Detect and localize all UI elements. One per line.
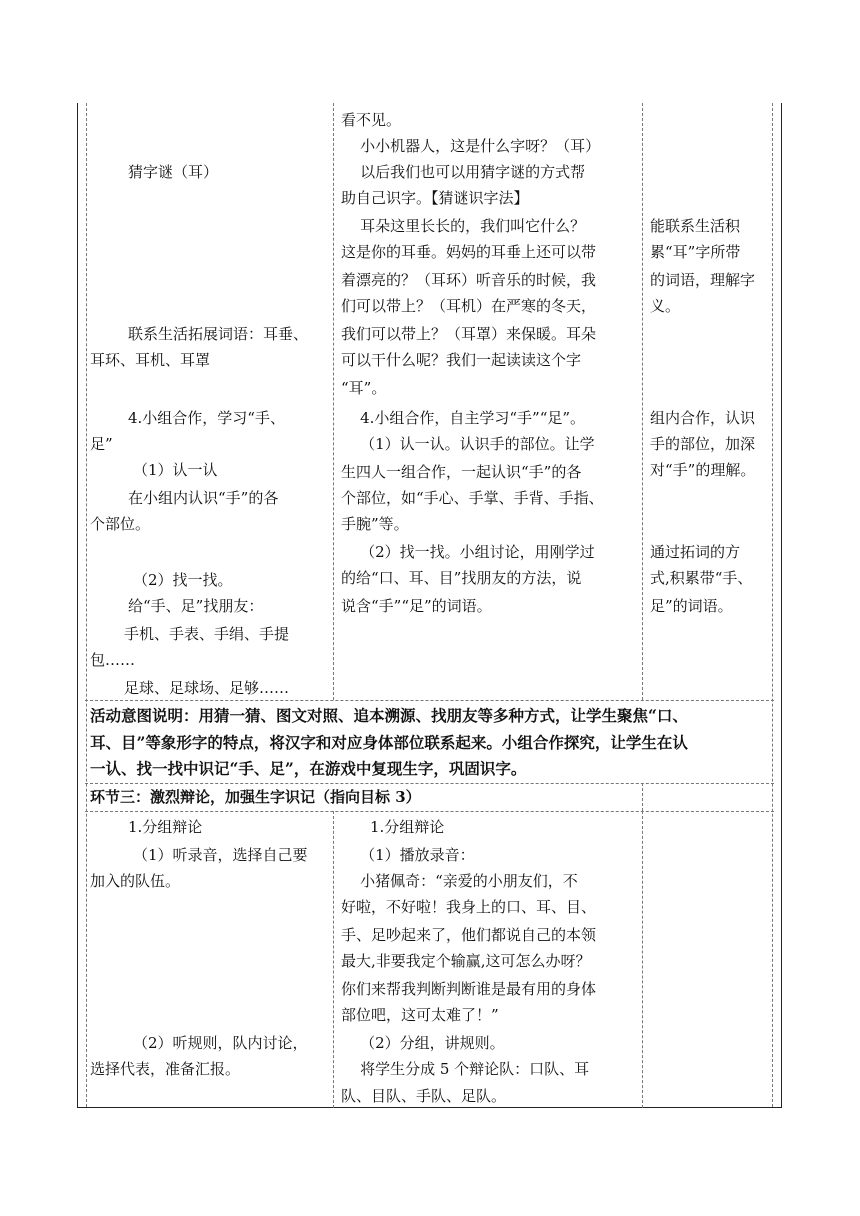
s3-mid-line: （2）分组，讲规则。 bbox=[341, 1034, 505, 1052]
left-group-1: 4.小组合作，学习“手、 bbox=[128, 409, 285, 427]
left-recognize-desc-2: 个部位。 bbox=[90, 515, 151, 533]
s3-mid-line: 将学生分成 5 个辩论队：口队、耳 bbox=[341, 1060, 590, 1078]
mid-line: 可以干什么呢？我们一起读读这个字 bbox=[341, 351, 582, 369]
s3-left-title: 1.分组辩论 bbox=[128, 818, 203, 836]
s3-mid-line: 1.分组辩论 bbox=[370, 818, 445, 836]
right-note-2-line: 对“手”的理解。 bbox=[650, 461, 756, 479]
mid-line: 4.小组合作，自主学习“手”“足”。 bbox=[341, 409, 586, 427]
right-note-2-line: 组内合作，认识 bbox=[650, 409, 756, 427]
right-note-1-line: 义。 bbox=[650, 297, 681, 315]
col-divider-5 bbox=[642, 811, 643, 1108]
right-note-1-line: 累“耳”字所带 bbox=[650, 243, 741, 261]
s3-left-rules-1: （2）听规则，队内讨论， bbox=[133, 1034, 308, 1052]
section-3-heading: 环节三：激烈辩论，加强生字识记（指向目标 3） bbox=[90, 788, 421, 806]
left-recognize-desc-1: 在小组内认识“手”的各 bbox=[128, 489, 279, 507]
s3-left-listen-1: （1）听录音，选择自己要 bbox=[133, 846, 308, 864]
mid-line: 们可以带上？（耳机）在严寒的冬天， bbox=[341, 297, 597, 315]
s3-mid-line: 手、足吵起来了，他们都说自己的本领 bbox=[341, 926, 597, 944]
mid-line: 我们可以带上？（耳罩）来保暖。耳朵 bbox=[341, 325, 597, 343]
right-note-3-line: 式,积累带“手、 bbox=[650, 569, 753, 587]
mid-line: （1）认一认。认识手的部位。让学 bbox=[341, 435, 595, 453]
mid-line: 生四人一组合作，一起认识“手”的各 bbox=[341, 463, 582, 481]
s3-mid-line: 小猪佩奇：“亲爱的小朋友们，不 bbox=[341, 872, 578, 890]
mid-line: 手腕”等。 bbox=[341, 515, 409, 533]
right-note-1-line: 能联系生活积 bbox=[650, 217, 741, 235]
left-foot-words: 足球、足球场、足够…… bbox=[124, 679, 290, 697]
s3-mid-line: （1）播放录音： bbox=[341, 846, 475, 864]
mid-line: 说含“手”“足”的词语。 bbox=[341, 597, 492, 615]
row-divider-3 bbox=[85, 811, 774, 812]
col-divider-3 bbox=[642, 783, 643, 811]
left-expand-words-1: 联系生活拓展词语：耳垂、 bbox=[128, 325, 309, 343]
mid-line: 助自己识字。【猜谜识字法】 bbox=[341, 189, 529, 207]
left-group-2: 足” bbox=[90, 435, 113, 453]
right-note-3-line: 通过拓词的方 bbox=[650, 543, 741, 561]
s3-mid-line: 队、目队、手队、足队。 bbox=[341, 1087, 507, 1105]
s3-mid-line: 好啦，不好啦！我身上的口、耳、目、 bbox=[341, 898, 597, 916]
mid-line: 个部位，如“手心、手掌、手背、手指、 bbox=[341, 489, 604, 507]
left-riddle: 猜字谜（耳） bbox=[128, 163, 219, 181]
col-divider-4 bbox=[333, 811, 334, 1108]
intent-line-3: 一认、找一找中识记“手、足”，在游戏中复现生字，巩固识字。 bbox=[90, 759, 527, 778]
right-note-1-line: 的词语，理解字 bbox=[650, 271, 756, 289]
s3-mid-line: 你们来帮我判断判断谁是最有用的身体 bbox=[341, 980, 597, 998]
mid-line: 耳朵这里长长的，我们叫它什么？ bbox=[341, 217, 586, 235]
right-note-2-line: 手的部位，加深 bbox=[650, 435, 756, 453]
mid-line: 这是你的耳垂。妈妈的耳垂上还可以带 bbox=[341, 243, 597, 261]
s3-left-rules-2: 选择代表，准备汇报。 bbox=[90, 1060, 241, 1078]
left-find: （2）找一找。 bbox=[133, 571, 233, 589]
right-note-3-line: 足”的词语。 bbox=[650, 597, 733, 615]
mid-line: 着漂亮的？（耳环）听音乐的时候，我 bbox=[341, 271, 597, 289]
mid-line: 的给“口、耳、目”找朋友的方法，说 bbox=[341, 569, 582, 587]
left-hand-words-1: 手机、手表、手绢、手提 bbox=[124, 625, 290, 643]
col-divider-1 bbox=[333, 103, 334, 700]
mid-line: 看不见。 bbox=[341, 111, 402, 129]
intent-line-1: 活动意图说明：用猜一猜、图文对照、追本溯源、找朋友等多种方式，让学生聚焦“口、 bbox=[90, 706, 688, 725]
s3-left-listen-2: 加入的队伍。 bbox=[90, 872, 181, 890]
intent-line-2: 耳、目”等象形字的特点，将汉字和对应身体部位联系起来。小组合作探究，让学生在认 bbox=[90, 733, 688, 752]
left-expand-words-2: 耳环、耳机、耳罩 bbox=[90, 351, 211, 369]
left-hand-words-2: 包…… bbox=[90, 651, 136, 669]
left-recognize: （1）认一认 bbox=[133, 461, 218, 479]
mid-line: 小小机器人，这是什么字呀？（耳） bbox=[341, 137, 601, 155]
mid-line: （2）找一找。小组讨论，用刚学过 bbox=[341, 543, 595, 561]
s3-mid-line: 最大,非要我定个输赢,这可怎么办呀？ bbox=[341, 952, 591, 970]
mid-line: 以后我们也可以用猜字谜的方式帮 bbox=[341, 163, 586, 181]
s3-mid-line: 部位吧，这可太难了！” bbox=[341, 1006, 499, 1024]
left-find-friends: 给“手、足”找朋友： bbox=[128, 597, 264, 615]
mid-line: “耳”。 bbox=[341, 379, 387, 397]
col-divider-2 bbox=[642, 103, 643, 700]
